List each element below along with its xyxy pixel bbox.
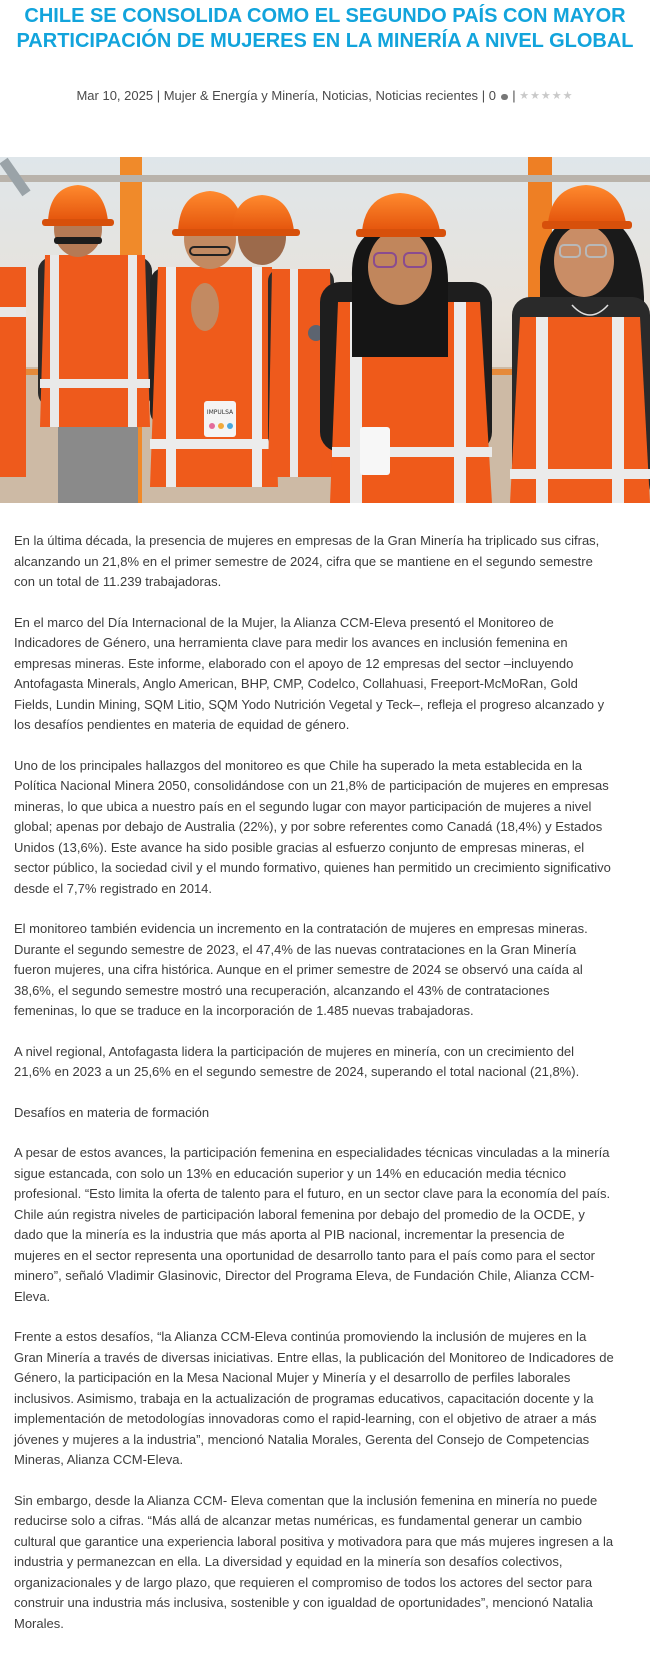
rating-stars-icon: ★★★★★ <box>519 90 574 102</box>
article-paragraph: En el marco del Día Internacional de la Mujer, la Alianza CCM-Eleva presentó el Monitoreo de Indicadores de Género, una herramienta clave para medir los avances en inclusión femenina en empresas mineras. Este informe, elaborado con el apoyo de 12 empresas del sector –incluyendo Antofagasta Minerals, Anglo American, BHP, CMP, Codelco, Collahuasi, Freeport-McMoRan, Gold Fields, Lundin Mining, SQM Litio, SQM Yodo Nutrición Vegetal y Teck–, refleja el progreso alcanzado y los desafíos pendientes en materia de equidad de género. <box>14 614 605 732</box>
section-subheading: Desafíos en materia de formación <box>14 1104 210 1120</box>
category-link-noticias-recientes[interactable]: Noticias recientes <box>375 88 479 103</box>
comments-link[interactable] <box>489 88 509 103</box>
featured-photo <box>0 157 650 503</box>
meta-separator: | <box>512 88 516 103</box>
badge-text: IMPULSA <box>206 409 234 416</box>
article-paragraph: En la última década, la presencia de mujeres en empresas de la Gran Minería ha triplicado sus cifras, alcanzando un 21,8% en el primer semestre de 2024, cifra que se mantiene en el segundo semestre con un total de 11.239 trabajadoras. <box>14 533 600 589</box>
article-paragraph: Uno de los principales hallazgos del monitoreo es que Chile ha superado la meta establecida en la Política Nacional Minera 2050, consolidándose con un 21,8% de participación de mujeres en empresas mineras, lo que ubica a nuestro país en el segundo lugar con mayor participación de mujeres a nivel global; apenas por debajo de Australia (22%), y por sobre referentes como Canadá (18,4%) y Estados Unidos (13,6%). Este avance ha sido posible gracias al esfuerzo conjunto de empresas mineras, el sector público, la sociedad civil y el mundo formativo, quienes han permitido un crecimiento significativo desde el 7,7% registrado en 2014. <box>14 757 611 896</box>
article-title: CHILE SE CONSOLIDA COMO EL SEGUNDO PAÍS CON MAYOR PARTICIPACIÓN DE MUJERES EN LA MINERÍA A NIVEL GLOBAL <box>16 5 634 52</box>
post-meta: Mar 10, 2025 | Mujer & Energía y Minería, Noticias, Noticias recientes | 0 | ★★★★★ <box>76 88 574 103</box>
category-link-noticias[interactable]: Noticias <box>321 88 369 103</box>
article-paragraph: A nivel regional, Antofagasta lidera la participación de mujeres en minería, con un crecimiento del 21,6% en 2023 a un 25,6% en el segundo semestre de 2024, superando el total nacional (21,8%). <box>14 1043 580 1079</box>
comment-bubble-icon <box>501 94 508 100</box>
article-paragraph: Frente a estos desafíos, “la Alianza CCM-Eleva continúa promoviendo la inclusión de mujeres en la Gran Minería a través de diversas iniciativas. Entre ellas, la publicación del Monitoreo de Indicadores de Género, la participación en la Mesa Nacional Mujer y Minería y el desarrollo de perfiles laborales inclusivos. Asimismo, trabaja en la actualización de programas educativos, capacitación docente y la implementación de metodologías innovadoras como el rapid-learning, con el objetivo de atraer a más jóvenes y mujeres a la industria”, mencionó Natalia Morales, Gerenta del Consejo de Competencias Mineras, Alianza CCM-Eleva. <box>14 1329 614 1467</box>
article-paragraph: Sin embargo, desde la Alianza CCM- Eleva comentan que la inclusión femenina en minería no puede reducirse solo a cifras. “Más allá de alcanzar metas numéricas, es fundamental generar un cambio cultural que garantice una experiencia laboral positiva y motivadora para que más mujeres ingresen a la industria y permanezcan en ella. La diversidad y equidad en la minería son desafíos colectivos, organizacionales y de largo plazo, que requieren el compromiso de todos los actores del sector para construir una industria más inclusiva, sostenible y con igualdad de oportunidades”, mencionó Natalia Morales. <box>14 1492 614 1631</box>
featured-image <box>0 157 650 503</box>
meta-separator: | <box>481 88 486 103</box>
category-link-mujer-energia-mineria[interactable]: Mujer & Energía y Minería <box>163 88 315 103</box>
comment-count: 0 <box>488 88 496 103</box>
article-paragraph: A pesar de estos avances, la participación femenina en especialidades técnicas vinculadas a la minería sigue estancada, con solo un 13% en educación superior y un 14% en educación media técnico profesional. “Esto limita la oferta de talento para el futuro, en un sector clave para la economía del país. Chile aún registra niveles de participación laboral femenina por debajo del promedio de la OCDE, y dado que la minería es la industria que más aporta al PIB nacional, incrementar la presencia de mujeres en el sector representa una oportunidad de desarrollo tanto para el país como para el sector minero”, señaló Vladimir Glasinovic, Director del Programa Eleva, de Fundación Chile, Alianza CCM-Eleva. <box>14 1145 611 1304</box>
article-body <box>14 531 614 1654</box>
meta-separator: | <box>156 88 161 103</box>
post-date: Mar 10, 2025 <box>76 88 154 103</box>
article-paragraph: El monitoreo también evidencia un incremento en la contratación de mujeres en empresas mineras. Durante el segundo semestre de 2023, el 47,4% de las nuevas contrataciones en la Gran Minería fueron mujeres, una cifra histórica. Aunque en el primer semestre de 2024 se observó una caída al 38,6%, el segundo semestre mostró una recuperación, alcanzando el 43% de contrataciones femeninas, lo que se traduce en la incorporación de 1.485 nuevas trabajadoras. <box>14 921 588 1018</box>
